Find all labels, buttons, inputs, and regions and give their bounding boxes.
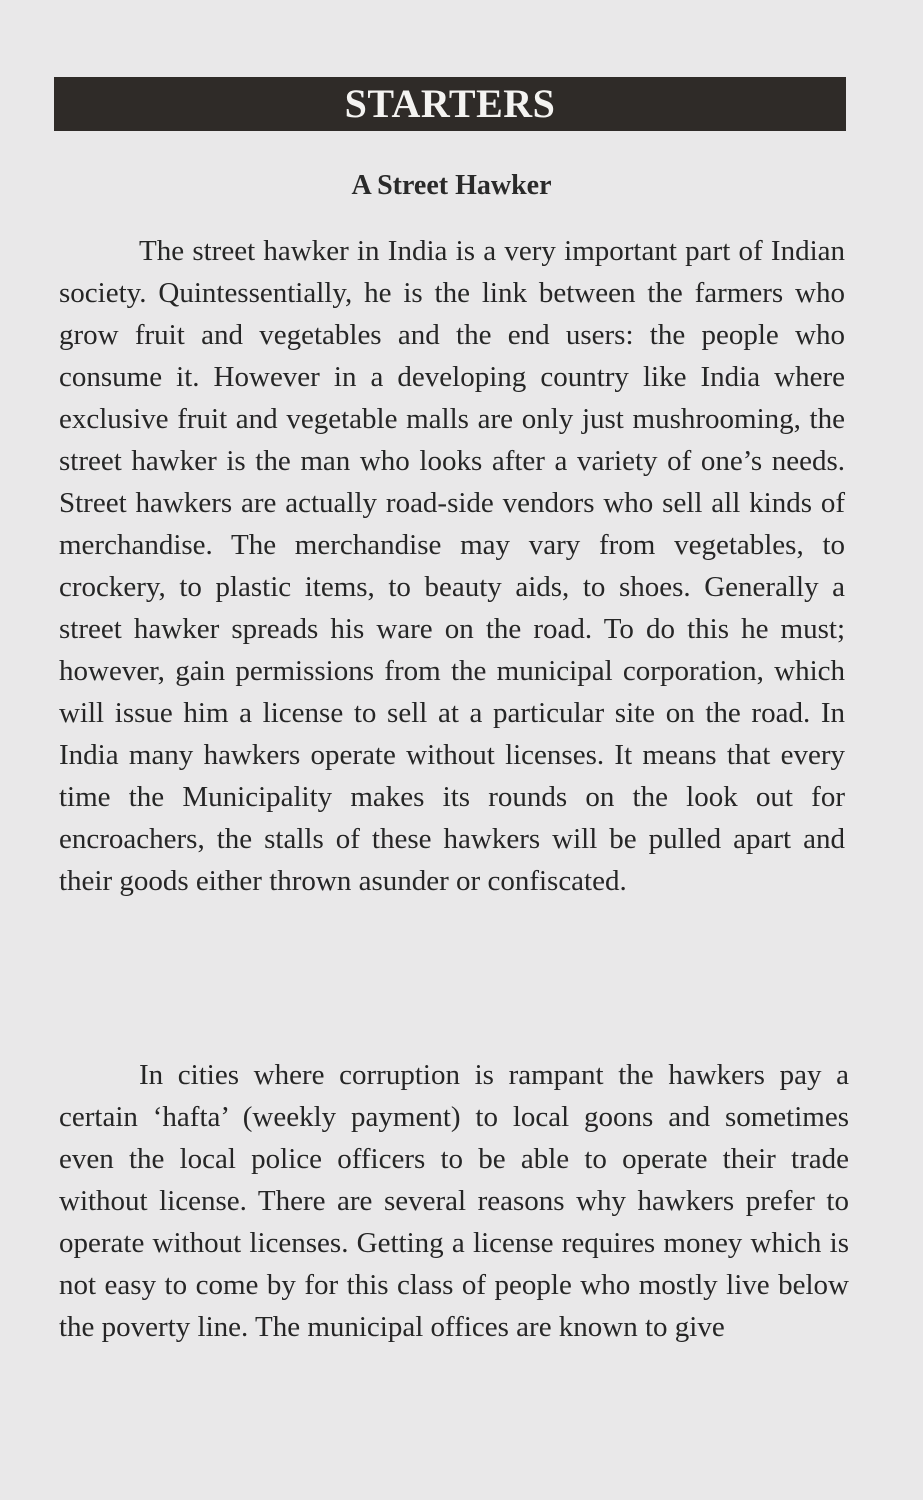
section-banner	[54, 77, 846, 131]
essay-paragraph-1: The street hawker in India is a very important part of Indian society. Quintessentially, he is the link between the farmers who grow fruit and vegetables and the end users: the people who consume it. However in a developing country like India where exclusive fruit and vegetable malls are only just mushrooming, the street hawker is the man who looks after a variety of one’s needs. Street hawkers are actually road-side vendors who sell all kinds of merchandise. The merchandise may vary from vegetables, to crockery, to plastic items, to beauty aids, to shoes. Generally a street hawker spreads his ware on the road. To do this he must; however, gain permissions from the municipal corporation, which will issue him a license to sell at a particular site on the road. In India many hawkers operate without licenses. It means that every time the Municipality makes its rounds on the look out for encroachers, the stalls of these hawkers will be pulled apart and their goods either thrown asunder or confiscated.	[59, 235, 845, 897]
essay-paragraph-2: In cities where corruption is rampant the hawkers pay a certain ‘hafta’ (weekly payment) to local goons and sometimes even the local police officers to be able to operate their trade without license. There are several reasons why hawkers prefer to operate without licenses. Getting a license requires money which is not easy to come by for this class of people who mostly live below the poverty line. The municipal offices are known to give	[59, 1059, 849, 1343]
essay-heading: A Street Hawker	[351, 170, 552, 201]
section-title: STARTERS	[344, 81, 556, 126]
